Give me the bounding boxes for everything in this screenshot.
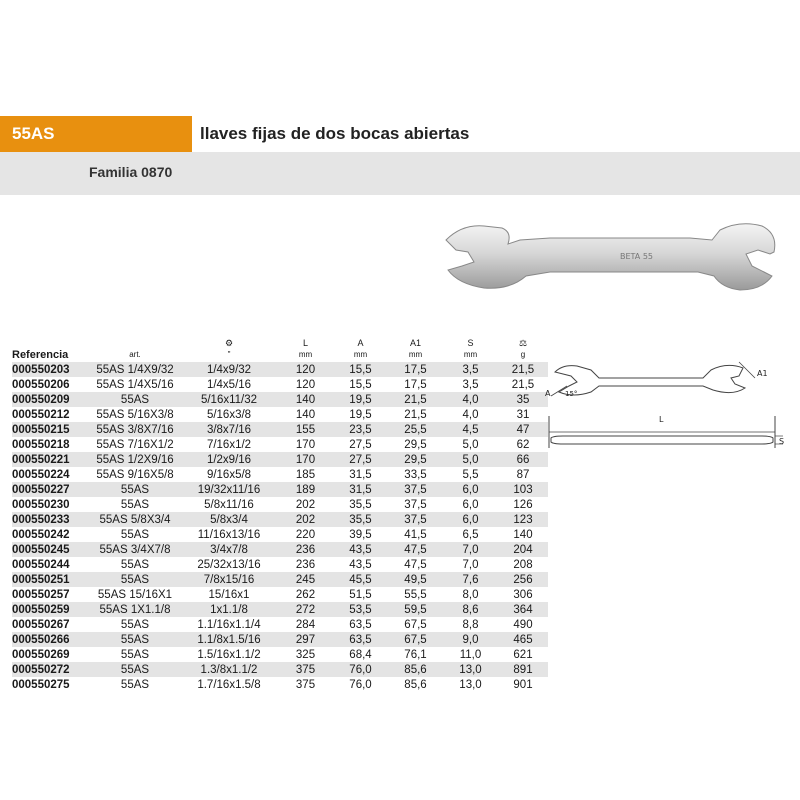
cell-s: 8,6 [462, 603, 479, 616]
cell-weight: 204 [513, 543, 533, 556]
cell-l: 120 [295, 378, 316, 391]
cell-a: 51,5 [349, 588, 372, 601]
col-header-referencia: Referencia [12, 349, 69, 361]
table-row [12, 602, 548, 617]
col-header-weight [498, 338, 548, 362]
cell-a: 35,5 [349, 498, 372, 511]
cell-l: 375 [295, 678, 316, 691]
table-row [12, 362, 548, 377]
cell-art: 55AS [120, 648, 150, 661]
diagram-label-angle: 15° [565, 390, 578, 398]
cell-s: 6,5 [462, 528, 479, 541]
cell-a: 43,5 [349, 558, 372, 571]
col-header-l-unit: mm [298, 350, 313, 359]
cell-s: 7,6 [462, 573, 479, 586]
cell-s: 5,5 [462, 468, 479, 481]
cell-size: 1x1.1/8 [210, 603, 248, 616]
cell-s: 4,5 [462, 423, 479, 436]
cell-art: 55AS [120, 663, 150, 676]
cell-s: 5,0 [462, 438, 479, 451]
cell-l: 189 [295, 483, 316, 496]
cell-size: 1.3/8x1.1/2 [200, 663, 258, 676]
cell-weight: 66 [516, 453, 530, 466]
cell-a: 31,5 [349, 483, 372, 496]
cell-a: 68,4 [349, 648, 372, 661]
product-family: Familia 0870 [89, 164, 173, 180]
cell-s: 4,0 [462, 408, 479, 421]
cell-size: 11/16x13/16 [197, 528, 261, 541]
table-row [12, 542, 548, 557]
cell-a: 19,5 [349, 408, 372, 421]
col-header-s-unit: mm [463, 350, 478, 359]
cell-l: 202 [295, 498, 316, 511]
col-header-size-label: " [227, 350, 231, 359]
cell-l: 120 [295, 363, 316, 376]
cell-l: 155 [295, 423, 316, 436]
cell-size: 15/16x1 [208, 588, 250, 601]
table-row [12, 497, 548, 512]
cell-weight: 21,5 [511, 378, 535, 391]
cell-a1: 47,5 [404, 558, 427, 571]
col-header-size [180, 338, 278, 362]
cell-referencia: 000550259 [12, 603, 70, 616]
table-row [12, 647, 548, 662]
col-header-s [443, 338, 498, 362]
cell-referencia: 000550230 [12, 498, 70, 511]
cell-a1: 37,5 [404, 483, 427, 496]
cell-art: 55AS [120, 618, 150, 631]
cell-l: 284 [295, 618, 316, 631]
cell-weight: 621 [513, 648, 533, 661]
cell-art: 55AS [120, 498, 150, 511]
cell-a1: 17,5 [404, 363, 427, 376]
cell-s: 3,5 [462, 378, 479, 391]
cell-weight: 47 [516, 423, 530, 436]
cell-a: 39,5 [349, 528, 372, 541]
table-row [12, 407, 548, 422]
cell-referencia: 000550227 [12, 483, 70, 496]
cell-referencia: 000550218 [12, 438, 70, 451]
cell-s: 3,5 [462, 363, 479, 376]
cell-referencia: 000550233 [12, 513, 70, 526]
cell-a1: 25,5 [404, 423, 427, 436]
cell-referencia: 000550244 [12, 558, 70, 571]
table-row [12, 677, 548, 692]
cell-a1: 29,5 [404, 453, 427, 466]
cell-a1: 67,5 [404, 633, 427, 646]
cell-art: 55AS 5/8X3/4 [99, 513, 171, 526]
product-title: llaves fijas de dos bocas abiertas [192, 116, 800, 152]
cell-referencia: 000550206 [12, 378, 70, 391]
col-header-a1-label: A1 [409, 338, 421, 348]
cell-size: 7/8x15/16 [203, 573, 255, 586]
table-row [12, 482, 548, 497]
cell-art: 55AS [120, 573, 150, 586]
cell-l: 272 [295, 603, 316, 616]
cell-a: 23,5 [349, 423, 372, 436]
cell-referencia: 000550267 [12, 618, 70, 631]
diagram-label-l: L [659, 415, 664, 424]
cell-weight: 891 [513, 663, 533, 676]
cell-a: 15,5 [349, 378, 372, 391]
cell-art: 55AS [120, 528, 150, 541]
cell-weight: 256 [513, 573, 533, 586]
cell-art: 55AS 15/16X1 [97, 588, 173, 601]
cell-weight: 364 [513, 603, 533, 616]
cell-referencia: 000550245 [12, 543, 70, 556]
col-header-weight-label: g [520, 350, 526, 359]
cell-a1: 41,5 [404, 528, 427, 541]
cell-l: 170 [295, 438, 316, 451]
cell-a1: 29,5 [404, 438, 427, 451]
cell-referencia: 000550224 [12, 468, 70, 481]
cell-s: 6,0 [462, 513, 479, 526]
cell-art: 55AS 5/16X3/8 [96, 408, 174, 421]
table-row [12, 572, 548, 587]
cell-art: 55AS 3/4X7/8 [99, 543, 171, 556]
cell-art: 55AS 1X1.1/8 [99, 603, 171, 616]
cell-weight: 31 [516, 408, 530, 421]
cell-referencia: 000550275 [12, 678, 70, 691]
cell-a1: 33,5 [404, 468, 427, 481]
cell-weight: 21,5 [511, 363, 535, 376]
cell-a: 19,5 [349, 393, 372, 406]
cell-referencia: 000550257 [12, 588, 70, 601]
cell-l: 297 [295, 633, 316, 646]
cell-s: 13,0 [459, 678, 482, 691]
cell-size: 1.5/16x1.1/2 [197, 648, 261, 661]
cell-l: 245 [295, 573, 316, 586]
cell-referencia: 000550251 [12, 573, 70, 586]
cell-referencia: 000550221 [12, 453, 70, 466]
col-header-s-label: S [467, 338, 474, 348]
cell-weight: 306 [513, 588, 533, 601]
col-header-a [333, 338, 388, 362]
cell-weight: 62 [516, 438, 530, 451]
table-row [12, 527, 548, 542]
table-row [12, 377, 548, 392]
reference-table [12, 338, 548, 692]
cell-referencia: 000550266 [12, 633, 70, 646]
product-code: 55AS [0, 116, 192, 152]
cell-art: 55AS 3/8X7/16 [96, 423, 174, 436]
cell-referencia: 000550272 [12, 663, 70, 676]
table-row [12, 422, 548, 437]
diagram-label-a1: A1 [757, 369, 768, 378]
cell-a: 76,0 [349, 678, 372, 691]
cell-a: 53,5 [349, 603, 372, 616]
cell-a: 15,5 [349, 363, 372, 376]
cell-a: 27,5 [349, 453, 372, 466]
cell-s: 4,0 [462, 393, 479, 406]
cell-a: 76,0 [349, 663, 372, 676]
cell-weight: 126 [513, 498, 533, 511]
cell-weight: 208 [513, 558, 533, 571]
cell-l: 375 [295, 663, 316, 676]
cell-l: 236 [295, 543, 316, 556]
cell-s: 9,0 [462, 633, 479, 646]
cell-s: 13,0 [459, 663, 482, 676]
cell-size: 1.7/16x1.5/8 [197, 678, 261, 691]
wrench-photo [440, 218, 780, 296]
table-row [12, 557, 548, 572]
cell-weight: 465 [513, 633, 533, 646]
cell-weight: 35 [516, 393, 530, 406]
cell-weight: 140 [513, 528, 533, 541]
table-row [12, 632, 548, 647]
cell-a1: 85,6 [404, 663, 427, 676]
cell-l: 140 [295, 393, 316, 406]
wrench-dimension-diagram [543, 352, 788, 457]
cell-l: 325 [295, 648, 316, 661]
cell-weight: 901 [513, 678, 533, 691]
cell-referencia: 000550212 [12, 408, 70, 421]
cell-size: 1/4x5/16 [206, 378, 252, 391]
cell-s: 7,0 [462, 543, 479, 556]
cell-l: 236 [295, 558, 316, 571]
cell-size: 1.1/8x1.5/16 [197, 633, 261, 646]
cell-a1: 21,5 [404, 408, 427, 421]
table-row [12, 467, 548, 482]
table-row [12, 437, 548, 452]
cell-a: 63,5 [349, 633, 372, 646]
cell-a: 45,5 [349, 573, 372, 586]
table-row [12, 512, 548, 527]
cell-size: 1/4x9/32 [206, 363, 252, 376]
cell-size: 5/16x11/32 [200, 393, 258, 406]
cell-size: 9/16x5/8 [206, 468, 252, 481]
wrench-engraving: BETA 55 [620, 252, 654, 261]
cell-l: 170 [295, 453, 316, 466]
col-header-l [278, 338, 333, 362]
cell-art: 55AS 7/16X1/2 [96, 438, 174, 451]
cell-a1: 59,5 [404, 603, 427, 616]
cell-referencia: 000550203 [12, 363, 70, 376]
cell-referencia: 000550242 [12, 528, 70, 541]
cell-weight: 103 [513, 483, 533, 496]
table-row [12, 392, 548, 407]
cell-s: 5,0 [462, 453, 479, 466]
cell-size: 3/8x7/16 [206, 423, 252, 436]
col-header-a-label: A [357, 338, 364, 348]
cell-l: 185 [295, 468, 316, 481]
col-header-l-label: L [302, 338, 308, 348]
diagram-label-s: S [779, 437, 785, 446]
diagram-label-a: A [545, 389, 551, 398]
cell-s: 6,0 [462, 498, 479, 511]
cell-s: 11,0 [459, 648, 482, 661]
col-header-a1 [388, 338, 443, 362]
cell-size: 3/4x7/8 [210, 543, 248, 556]
cell-referencia: 000550209 [12, 393, 70, 406]
cell-art: 55AS [120, 678, 150, 691]
cell-a1: 55,5 [404, 588, 427, 601]
cell-art: 55AS 1/4X5/16 [96, 378, 174, 391]
col-header-a1-unit: mm [408, 350, 423, 359]
cell-l: 140 [295, 408, 316, 421]
cell-art: 55AS 1/4X9/32 [96, 363, 174, 376]
cell-size: 1.1/16x1.1/4 [197, 618, 261, 631]
cell-s: 6,0 [462, 483, 479, 496]
cell-art: 55AS [120, 483, 150, 496]
cell-l: 220 [295, 528, 316, 541]
cell-a: 27,5 [349, 438, 372, 451]
col-header-art [90, 338, 180, 362]
cell-size: 19/32x11/16 [197, 483, 261, 496]
cell-a1: 47,5 [404, 543, 427, 556]
cell-a: 35,5 [349, 513, 372, 526]
table-row [12, 587, 548, 602]
cell-l: 262 [295, 588, 316, 601]
col-header-a-unit: mm [353, 350, 368, 359]
cell-weight: 490 [513, 618, 533, 631]
cell-size: 1/2x9/16 [206, 453, 252, 466]
cell-size: 5/8x11/16 [204, 498, 254, 511]
cell-weight: 87 [516, 468, 530, 481]
cell-size: 7/16x1/2 [206, 438, 252, 451]
table-row [12, 452, 548, 467]
cell-size: 5/16x3/8 [206, 408, 252, 421]
cell-size: 25/32x13/16 [197, 558, 261, 571]
cell-art: 55AS [120, 393, 150, 406]
cell-a: 63,5 [349, 618, 372, 631]
cell-a1: 49,5 [404, 573, 427, 586]
cell-referencia: 000550215 [12, 423, 70, 436]
cell-a1: 37,5 [404, 498, 427, 511]
wrench-jaw-icon: ⚙ [224, 338, 234, 348]
cell-art: 55AS [120, 633, 150, 646]
cell-s: 8,8 [462, 618, 479, 631]
cell-a1: 85,6 [404, 678, 427, 691]
cell-size: 5/8x3/4 [210, 513, 248, 526]
cell-a1: 37,5 [404, 513, 427, 526]
cell-a1: 76,1 [404, 648, 427, 661]
cell-s: 7,0 [462, 558, 479, 571]
cell-s: 8,0 [462, 588, 479, 601]
cell-a1: 17,5 [404, 378, 427, 391]
weight-icon: ⚖ [518, 338, 528, 348]
cell-weight: 123 [513, 513, 533, 526]
col-header-art-label: art. [129, 350, 141, 359]
cell-a: 43,5 [349, 543, 372, 556]
cell-art: 55AS [120, 558, 150, 571]
cell-a1: 21,5 [404, 393, 427, 406]
table-row [12, 662, 548, 677]
cell-a: 31,5 [349, 468, 372, 481]
cell-art: 55AS 1/2X9/16 [96, 453, 174, 466]
cell-art: 55AS 9/16X5/8 [96, 468, 174, 481]
cell-a1: 67,5 [404, 618, 427, 631]
table-row [12, 617, 548, 632]
cell-referencia: 000550269 [12, 648, 70, 661]
cell-l: 202 [295, 513, 316, 526]
